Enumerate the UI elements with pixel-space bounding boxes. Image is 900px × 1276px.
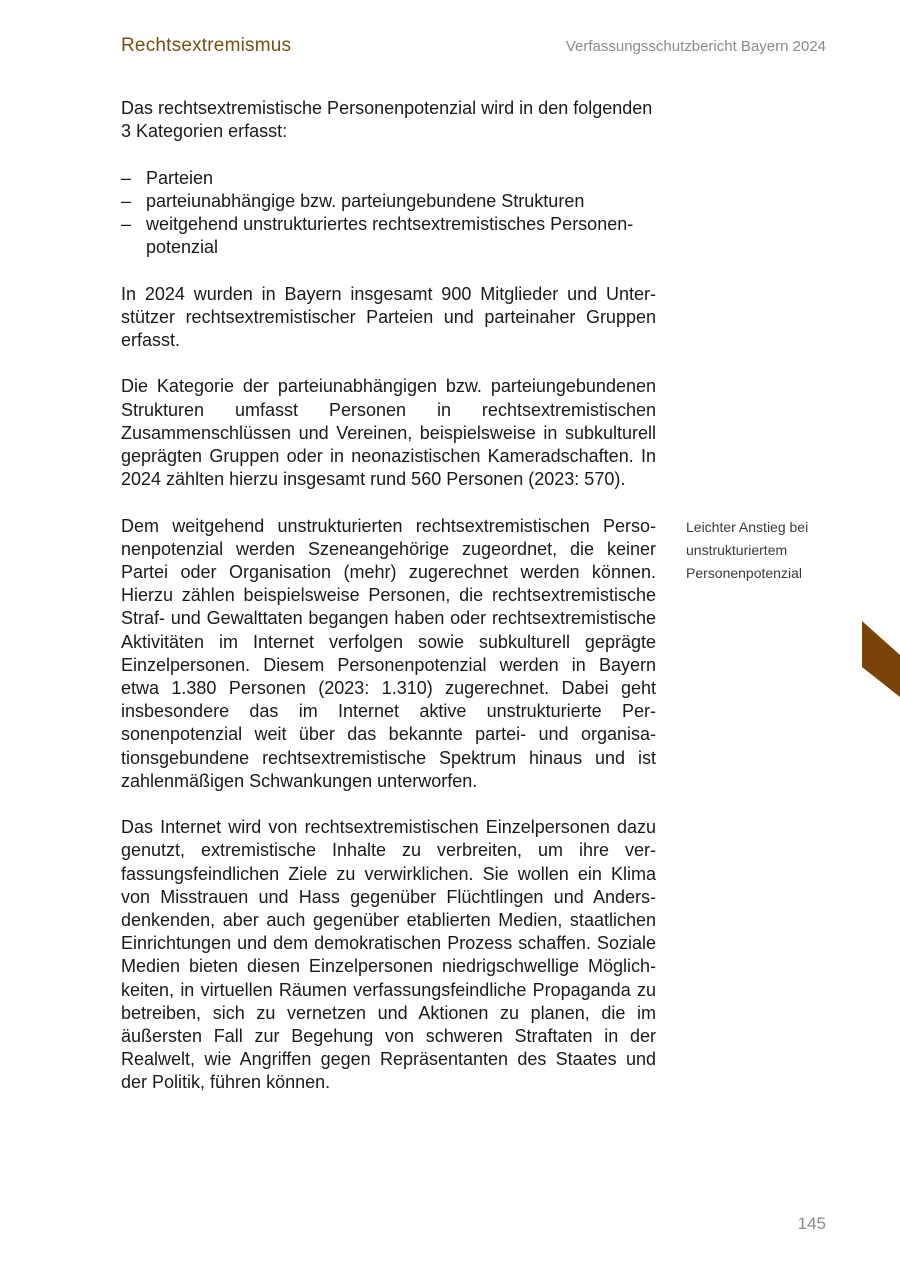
list-item <box>121 213 656 259</box>
list-dash: – <box>121 190 132 211</box>
margin-note: Leichter Anstieg bei unstrukturiertem Personenpotenzial <box>686 519 809 581</box>
list-item-text: parteiunabhängige bzw. parteiungebundene Strukturen <box>146 190 585 211</box>
category-list <box>121 167 656 260</box>
list-item-text: Parteien <box>146 167 214 188</box>
list-item <box>121 190 656 213</box>
chapter-tab-marker <box>862 621 900 697</box>
list-item <box>121 167 656 190</box>
page-number: 145 <box>797 1214 826 1233</box>
paragraph-internet: Das Internet wird von rechtsextremistischen Einzelpersonen dazu genutzt, extremistische Inhalte zu verbreiten, um ihre verfassungsfeindlichen Ziele zu verwirklichen. Sie wollen ein Klima von Misstrauen und Hass gegenüber Flüchtlingen und Andersdenkenden, aber auch gegenüber etablierten Medien, staatlichen Einrichtungen und dem demokratischen Prozess schaffen. Soziale Medien bieten diesen Einzelpersonen niedrigschwellige Möglichkeiten, in virtuellen Räumen verfassungsfeindliche Propaganda zu betreiben, sich zu vernetzen und Aktionen zu planen, die im äußersten Fall zur Begehung von schweren Straftaten in der Realwelt, wie Angriffen gegen Repräsentanten des Staates und der Politik, führen können. <box>121 817 656 1093</box>
main-text <box>121 97 656 1118</box>
paragraph-unstructured: Dem weitgehend unstrukturierten rechtsextremistischen Personenpotenzial werden Szeneangehörige zugeordnet, die keiner Partei oder Organisation (mehr) zugerechnet werden können. Hierzu zählen beispielsweise Personen, die rechtsextremistische Straf- und Gewalttaten begangen haben oder rechtsextremistische Aktivitäten im Internet verfolgen sowie subkulturell geprägte Einzelpersonen. Diesem Personenpotenzial werden in Bayern etwa 1.380 Personen (2023: 1.310) zugerechnet. Dabei geht insbesondere das im Internet aktive unstrukturierte Personenpotenzial weit über das bekannte partei- und organisationsgebundene rechtsextremistische Spektrum hinaus und ist zahlenmäßigen Schwankungen unterworfen. <box>121 515 656 791</box>
paragraph-members: In 2024 wurden in Bayern insgesamt 900 Mitglieder und Unterstützer rechtsextremistischer Parteien und parteinaher Gruppen erfasst. <box>121 283 656 350</box>
paragraph-structures: Die Kategorie der parteiunabhängigen bzw. parteiungebundenen Strukturen umfasst Personen in rechtsextremistischen Zusammenschlüssen und Vereinen, beispielsweise in subkulturell geprägten Gruppen oder in neonazistischen Kameradschaften. In 2024 zählten hierzu insgesamt rund 560 Personen (2023: 570). <box>121 376 656 490</box>
section-title: Rechtsextremismus <box>121 35 292 56</box>
report-title: Verfassungsschutzbericht Bayern 2024 <box>565 38 826 55</box>
list-dash: – <box>121 214 132 234</box>
list-dash: – <box>121 167 132 188</box>
list-item-text: weitgehend unstrukturiertes rechtsextremistisches Personenpotenzial <box>146 214 634 258</box>
intro-paragraph: Das rechtsextremistische Personenpotenzial wird in den folgenden 3 Kategorien erfasst: <box>121 98 653 142</box>
chapter-tab-shape <box>862 621 900 697</box>
